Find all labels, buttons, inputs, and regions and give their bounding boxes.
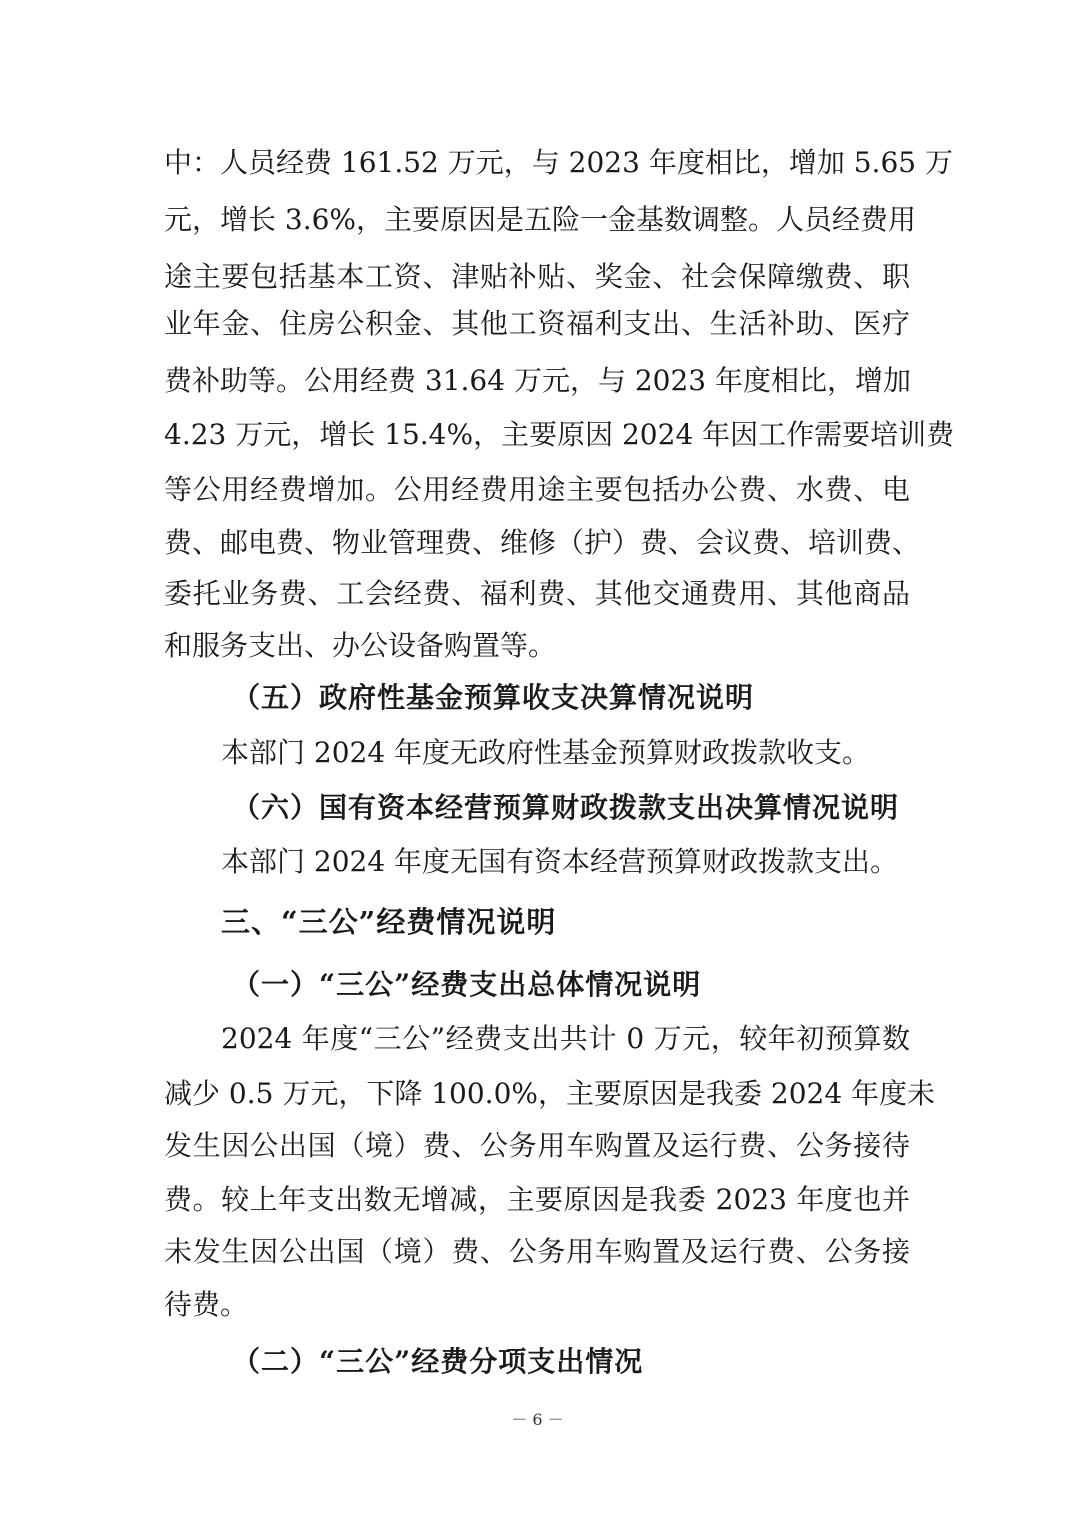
paragraph-line: 费补助等。公用经费 31.64 万元，与 2023 年度相比，增加 xyxy=(164,364,912,397)
paragraph-line: 未发生因公出国（境）费、公务用车购置及运行费、公务接 xyxy=(164,1235,910,1268)
subsection-one-heading: （一）“三公”经费支出总体情况说明 xyxy=(232,968,702,1001)
paragraph-line: 和服务支出、办公设备购置等。 xyxy=(164,629,557,662)
paragraph-line: 委托业务费、工会经费、福利费、其他交通费用、其他商品 xyxy=(164,577,910,610)
page-number: － 6 － xyxy=(511,1410,564,1429)
paragraph-line: 减少 0.5 万元，下降 100.0%，主要原因是我委 2024 年度未 xyxy=(164,1077,936,1110)
section-six-heading: （六）国有资本经营预算财政拨款支出决算情况说明 xyxy=(232,791,900,824)
paragraph-line: 中：人员经费 161.52 万元，与 2023 年度相比，增加 5.65 万 xyxy=(164,146,953,179)
paragraph-line: 发生因公出国（境）费、公务用车购置及运行费、公务接待 xyxy=(164,1129,910,1162)
paragraph-line: 途主要包括基本工资、津贴补贴、奖金、社会保障缴费、职 xyxy=(164,260,910,293)
paragraph-line: 费。较上年支出数无增减，主要原因是我委 2023 年度也并 xyxy=(164,1183,910,1216)
section-five-body: 本部门 2024 年度无政府性基金预算财政拨款收支。 xyxy=(221,736,871,769)
subsection-two-heading: （二）“三公”经费分项支出情况 xyxy=(232,1345,644,1378)
paragraph-line: 费、邮电费、物业管理费、维修（护）费、会议费、培训费、 xyxy=(164,526,921,559)
section-five-heading: （五）政府性基金预算收支决算情况说明 xyxy=(232,681,755,714)
paragraph-line: 元，增长 3.6%，主要原因是五险一金基数调整。人员经费用 xyxy=(164,203,917,236)
section-three-heading: 三、“三公”经费情况说明 xyxy=(221,905,557,939)
paragraph-line: 4.23 万元，增长 15.4%，主要原因 2024 年因工作需要培训费 xyxy=(164,418,955,451)
paragraph-line: 2024 年度“三公”经费支出共计 0 万元，较年初预算数 xyxy=(221,1022,910,1055)
paragraph-line: 待费。 xyxy=(164,1288,249,1321)
paragraph-line: 等公用经费增加。公用经费用途主要包括办公费、水费、电 xyxy=(164,473,910,506)
section-six-body: 本部门 2024 年度无国有资本经营预算财政拨款支出。 xyxy=(221,845,899,878)
paragraph-line: 业年金、住房公积金、其他工资福利支出、生活补助、医疗 xyxy=(164,307,910,340)
